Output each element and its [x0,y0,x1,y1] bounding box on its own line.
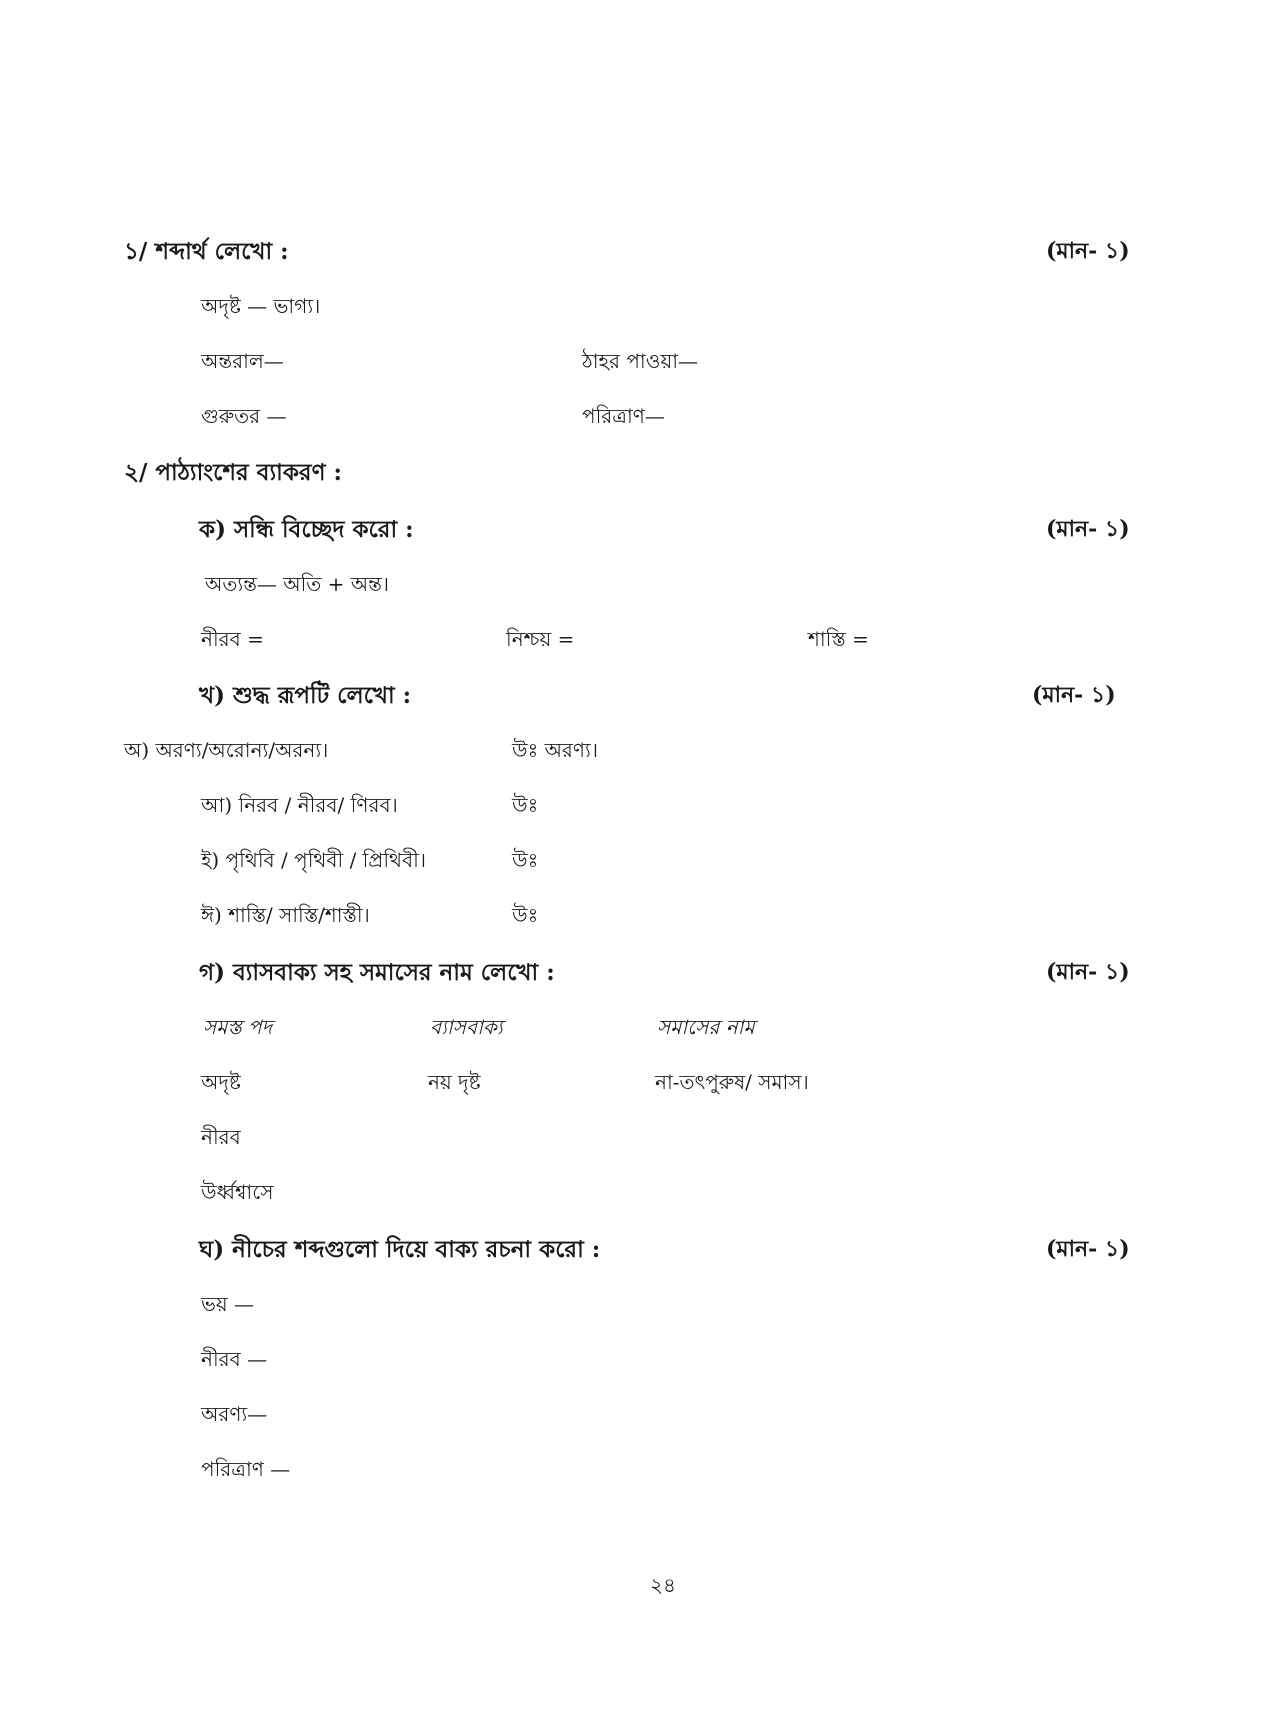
q2c-item: উর্ধ্বশ্বাসে [201,1180,274,1204]
q2c-example-cell: নয় দৃষ্ট [428,1070,481,1094]
q2b-answer: উঃ অরণ্য। [512,738,598,762]
q2b-question: ই) পৃথিবি / পৃথিবী / প্রিথিবী। [201,848,427,872]
page-number: ২৪ [650,1573,676,1597]
q2a-heading: ক) সন্ধি বিচ্ছেদ করো : [199,516,414,543]
q2a-example: অত্যন্ত— অতি + অন্ত। [205,572,390,596]
q2c-example-cell: অদৃষ্ট [201,1070,241,1094]
q2c-example-cell: না-তৎপুরুষ/ সমাস। [655,1070,809,1094]
q1-item: পরিত্রাণ— [582,404,665,428]
q2c-item: নীরব [201,1125,241,1149]
q2a-marks: (মান- ১) [1046,516,1130,542]
q2c-marks: (মান- ১) [1046,959,1130,985]
q2d-item: পরিত্রাণ — [201,1457,291,1481]
q2c-column-header: সমাসের নাম [657,1015,755,1039]
q2d-heading: ঘ) নীচের শব্দগুলো দিয়ে বাক্য রচনা করো : [199,1236,601,1263]
q1-marks: (মান- ১) [1046,238,1130,264]
q2b-answer: উঃ [512,903,539,927]
q2-heading: ২/ পাঠ্যাংশের ব্যাকরণ : [124,459,342,486]
q2b-heading: খ) শুদ্ধ রূপটি লেখো : [199,682,412,709]
q1-item: অন্তরাল— [201,349,284,373]
q1-example: অদৃষ্ট — ভাগ্য। [201,294,321,318]
q1-item: ঠাহর পাওয়া— [582,349,699,373]
q2d-item: ভয় — [201,1292,255,1316]
q2c-column-header: ব্যাসবাক্য [430,1015,503,1039]
q2b-question: অ) অরণ্য/অরোন্য/অরন্য। [124,738,329,762]
q2b-marks: (মান- ১) [1032,682,1116,708]
q2c-column-header: সমস্ত পদ [203,1015,273,1039]
q2b-answer: উঃ [512,793,539,817]
q2d-item: নীরব — [201,1347,268,1371]
q2d-marks: (মান- ১) [1046,1236,1130,1262]
q1-item: গুরুতর — [201,404,287,428]
q2a-item: নীরব = [201,627,264,651]
q2a-item: শাস্তি = [808,627,869,651]
q2a-item: নিশ্চয় = [506,627,575,651]
q2d-item: অরণ্য— [201,1402,268,1426]
q2b-question: আ) নিরব / নীরব/ ণিরব। [201,793,398,817]
q2b-answer: উঃ [512,848,539,872]
q2b-question: ঈ) শাস্তি/ সাস্তি/শাস্তী। [201,903,370,927]
q1-heading: ১/ শব্দার্থ লেখো : [124,238,289,265]
q2c-heading: গ) ব্যাসবাক্য সহ সমাসের নাম লেখো : [199,959,555,986]
